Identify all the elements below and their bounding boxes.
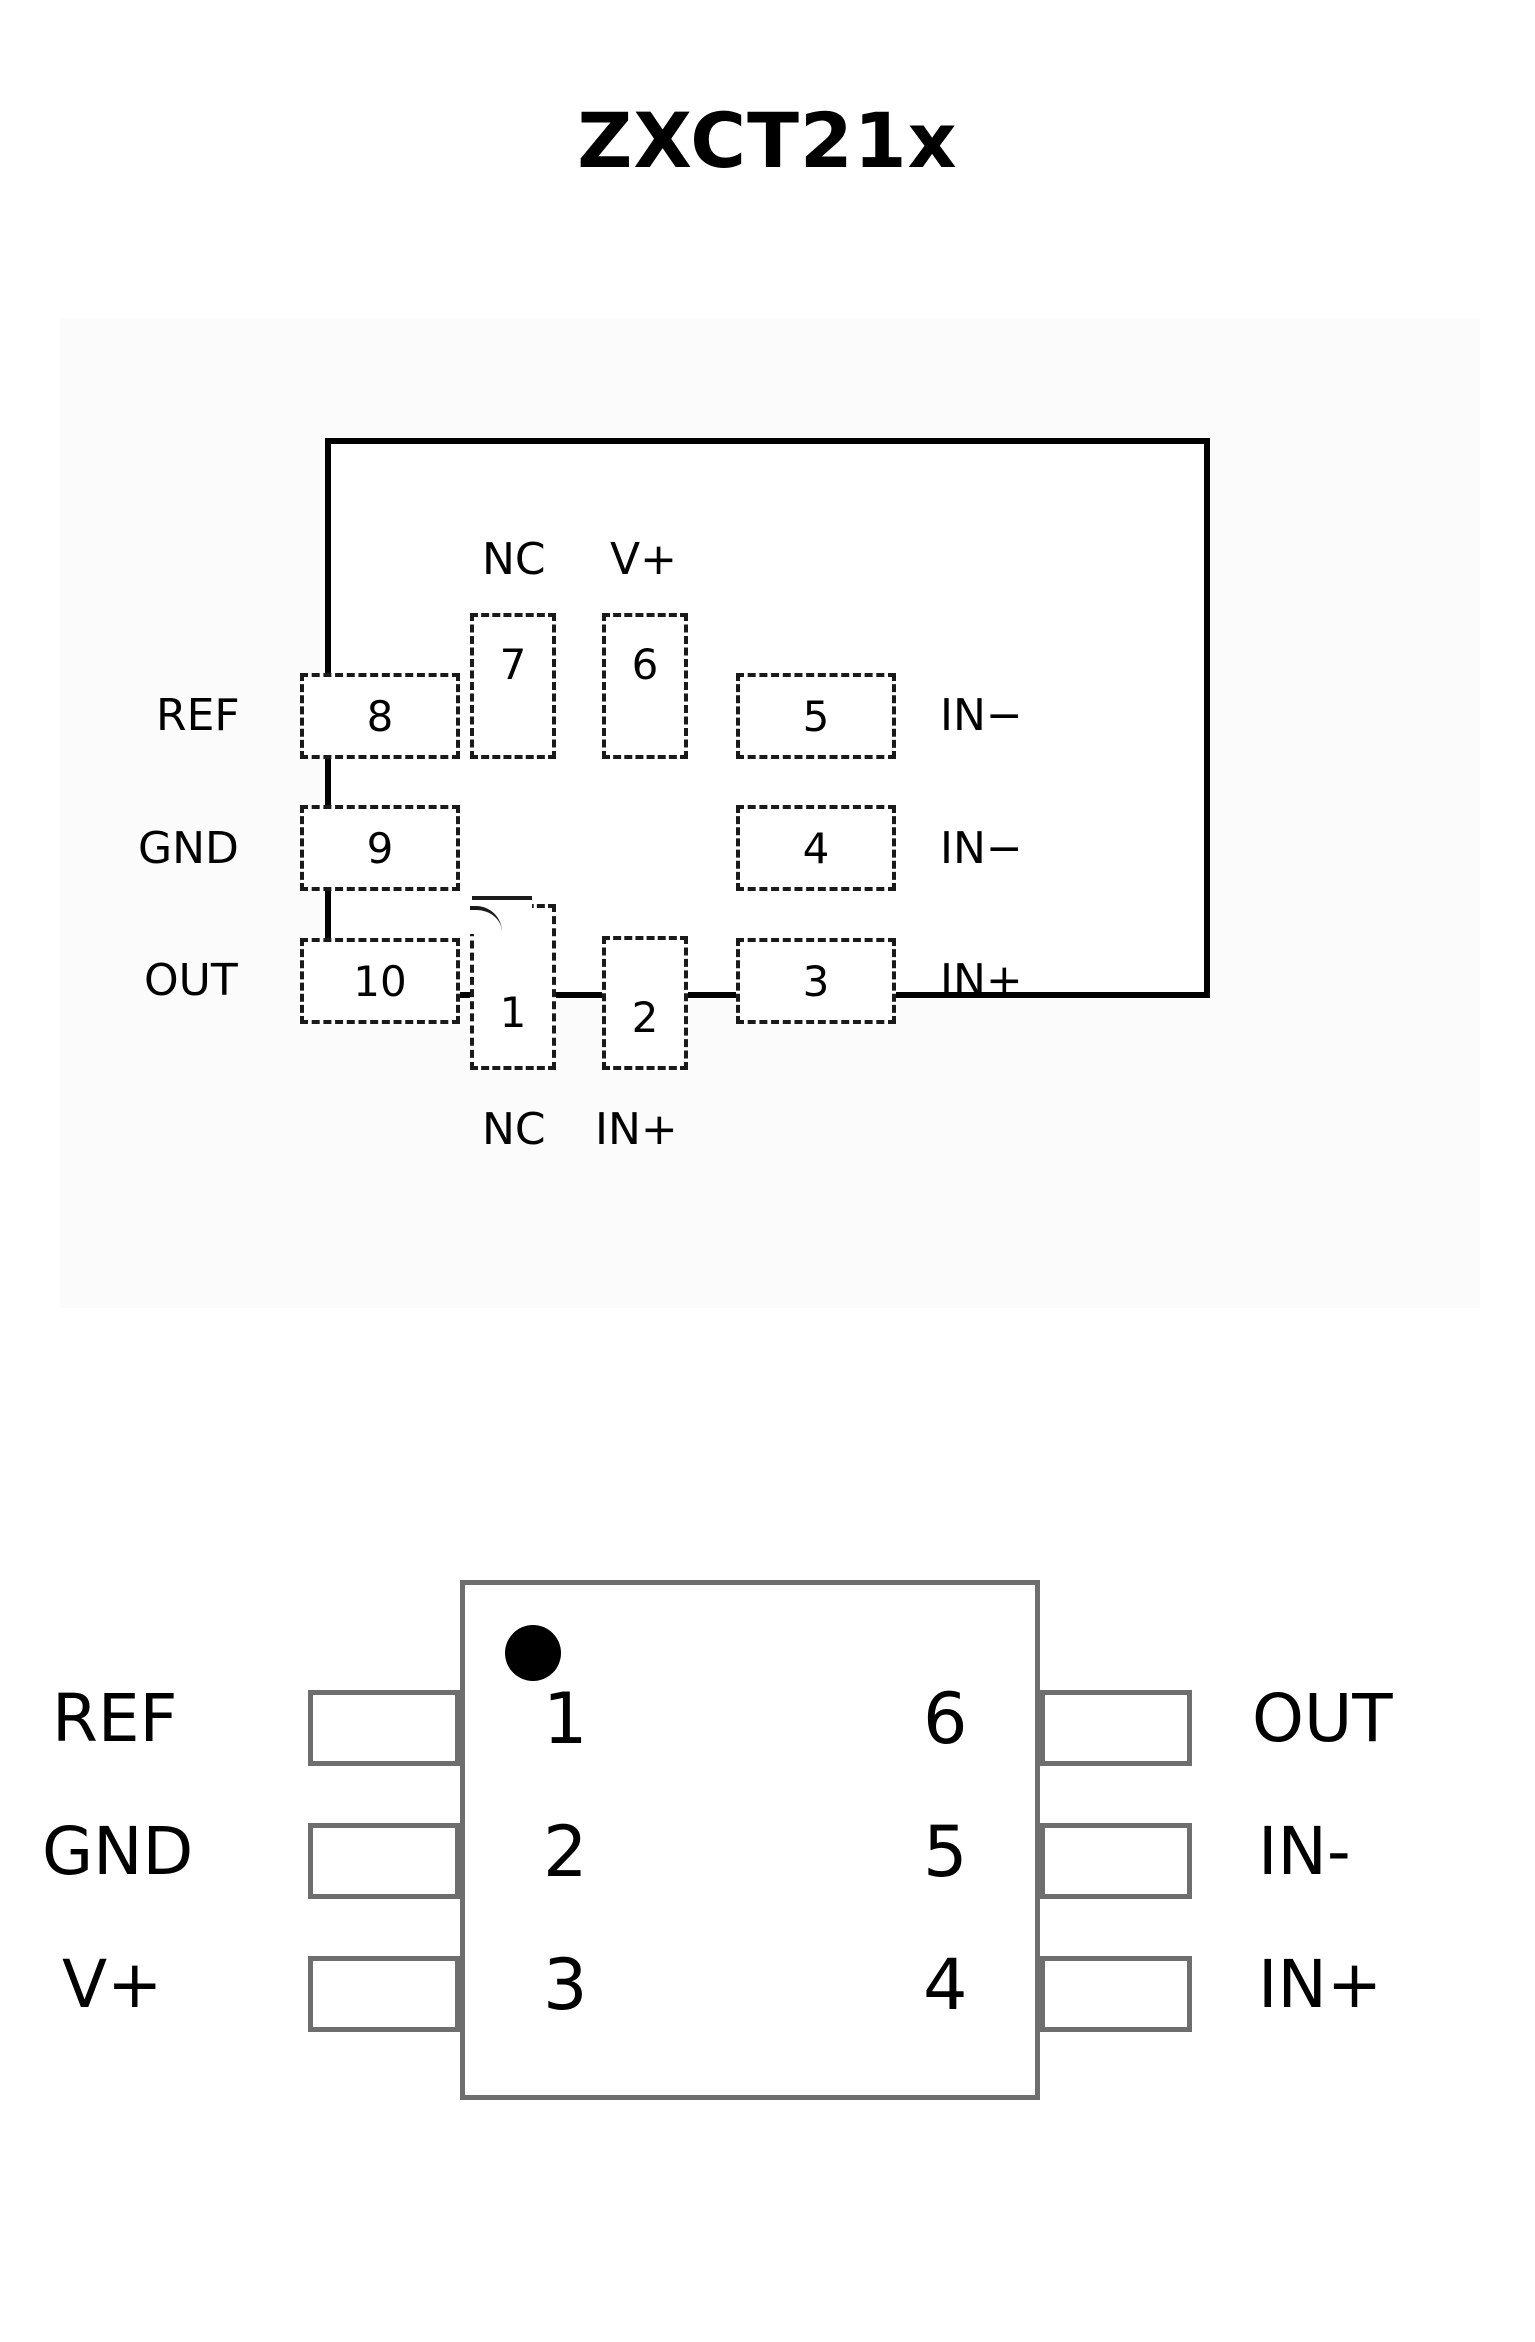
- dfn-pin-label-nc-top: NC: [482, 534, 546, 585]
- sot23-pin-number-2: 2: [543, 1811, 588, 1893]
- pin-1-notch-marker: [472, 896, 532, 934]
- dfn-pad-number-8: 8: [366, 691, 394, 741]
- sot23-pin-lead-2: [308, 1823, 460, 1899]
- dfn-pad-3: [736, 938, 896, 1024]
- dfn-pin-label-gnd: GND: [138, 823, 239, 874]
- dfn-pin-label-in-plus-3: IN+: [940, 955, 1023, 1006]
- sot23-pin-number-1: 1: [543, 1678, 588, 1760]
- dfn-pad-2: [602, 936, 688, 1070]
- sot23-pin-number-6: 6: [923, 1678, 968, 1760]
- dfn-pin-label-in-plus-bottom: IN+: [595, 1104, 678, 1155]
- sot23-pin-label-in-plus: IN+: [1258, 1946, 1383, 2023]
- sot23-pin-lead-3: [308, 1956, 460, 2032]
- sot23-pin-lead-6: [1040, 1690, 1192, 1766]
- sot23-pin-label-in-minus: IN-: [1258, 1813, 1351, 1890]
- pin-1-dot-icon: [505, 1625, 561, 1681]
- dfn-pin-label-in-minus-4: IN−: [940, 823, 1023, 874]
- sot23-pin-lead-5: [1040, 1823, 1192, 1899]
- dfn-pad-number-7: 7: [499, 639, 527, 689]
- dfn-pad-number-6: 6: [631, 639, 659, 689]
- dfn-pad-4: [736, 805, 896, 891]
- sot23-pin-lead-4: [1040, 1956, 1192, 2032]
- dfn-pad-number-2: 2: [631, 992, 659, 1042]
- sot23-pin-label-vplus: V+: [62, 1946, 163, 2023]
- dfn-pin-label-vplus-top: V+: [610, 534, 677, 585]
- dfn-pad-number-5: 5: [802, 691, 830, 741]
- dfn-pad-number-10: 10: [353, 956, 407, 1006]
- dfn-pad-10: [300, 938, 460, 1024]
- sot23-pin-label-out: OUT: [1252, 1680, 1393, 1757]
- sot23-pin-number-5: 5: [923, 1811, 968, 1893]
- dfn-pin-label-ref: REF: [156, 690, 240, 741]
- sot23-pin-number-3: 3: [543, 1944, 588, 2026]
- dfn-pad-9: [300, 805, 460, 891]
- dfn-pad-5: [736, 673, 896, 759]
- sot23-pin-label-ref: REF: [52, 1680, 178, 1757]
- dfn-pad-number-3: 3: [802, 956, 830, 1006]
- dfn-pad-7: [470, 613, 556, 759]
- dfn-pad-6: [602, 613, 688, 759]
- dfn-pad-number-1: 1: [499, 987, 527, 1037]
- dfn-pin-label-out: OUT: [144, 955, 238, 1006]
- dfn-pad-number-9: 9: [366, 823, 394, 873]
- dfn-pin-label-nc-bottom: NC: [482, 1104, 546, 1155]
- sot23-package-diagram: [0, 1360, 1535, 2320]
- dfn-pin-label-in-minus-5: IN−: [940, 690, 1023, 741]
- sot23-pin-label-gnd: GND: [42, 1813, 194, 1890]
- page-title: ZXCT21x: [577, 96, 958, 185]
- dfn-pad-number-4: 4: [802, 823, 830, 873]
- sot23-pin-lead-1: [308, 1690, 460, 1766]
- sot23-pin-number-4: 4: [923, 1944, 968, 2026]
- dfn-package-diagram: [60, 318, 1480, 1308]
- dfn-pad-8: [300, 673, 460, 759]
